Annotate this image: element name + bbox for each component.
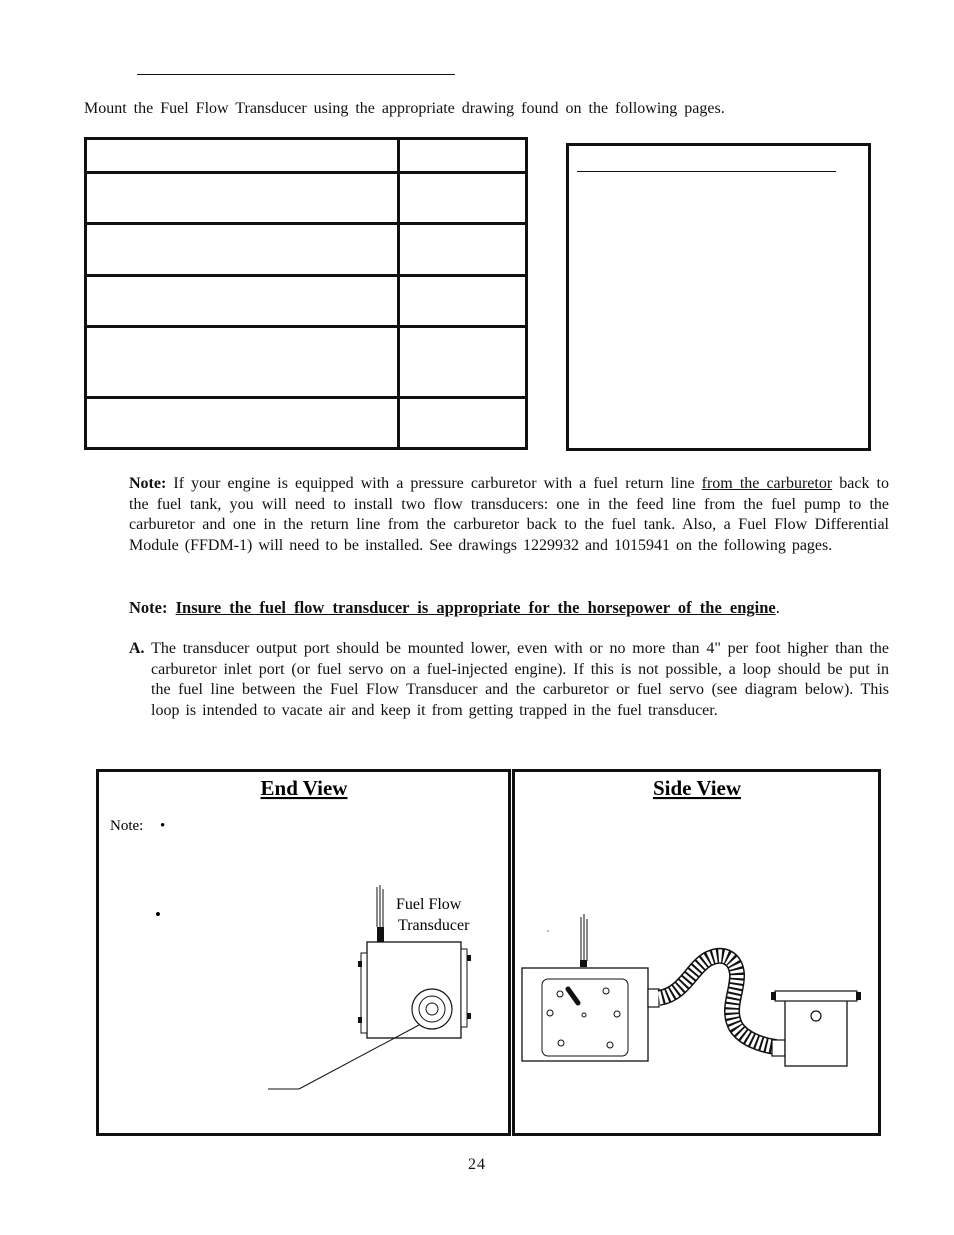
- note-pressure-carburetor: [129, 474, 889, 556]
- table-row: [86, 224, 527, 276]
- transducer-label-line2: Transducer: [398, 917, 470, 934]
- note-label: Note:: [129, 598, 168, 617]
- table-row: [86, 173, 527, 224]
- table-row: [86, 276, 527, 327]
- side-view-transducer: [522, 914, 861, 1066]
- note-horsepower: [129, 598, 889, 619]
- note-underlined-text: Insure the fuel flow transducer is appropriate for the horsepower of the engine: [175, 598, 776, 617]
- leader-line: [299, 1025, 419, 1089]
- outlet-fitting: [648, 989, 659, 1007]
- spec-table: [84, 137, 528, 450]
- outlet-port: [412, 989, 452, 1029]
- step-text: The transducer output port should be mounted lower, even with or no more than 4" per foot higher than the carburetor inlet port (or fuel servo on a fuel-injected engine). If this is not possible, a loop should be put in the fuel line between the Fuel Flow Transducer and the carburetor or fuel servo (see diagram below). This loop is intended to vacate air and keep it from getting trapped in the fuel transducer.: [144, 640, 889, 719]
- note-underlined-text: from the carburetor: [701, 475, 833, 492]
- side-view-title: Side View: [652, 776, 742, 800]
- side-view-frame: [514, 771, 880, 1135]
- transducer-label-line1: Fuel Flow: [396, 896, 462, 913]
- step-a: [129, 639, 889, 721]
- page-number: 24: [468, 1156, 486, 1173]
- table-row: [86, 327, 527, 398]
- inlet-fitting: [772, 1040, 785, 1056]
- table-row: [86, 398, 527, 449]
- end-view-transducer: [268, 885, 471, 1089]
- intro-text: Mount the Fuel Flow Transducer using the appropriate drawing found on the following pages.: [84, 100, 725, 117]
- note-label: Note:: [129, 475, 167, 492]
- mounting-figure: [96, 769, 882, 1136]
- section-heading-rule: [137, 74, 455, 75]
- figure-note-bullet: •: [160, 818, 166, 834]
- note-text-a: If your engine is equipped with a pressure carburetor with a fuel return line: [166, 475, 702, 492]
- figure-note-label: Note:: [110, 818, 144, 834]
- info-box: [566, 143, 871, 451]
- note-end: .: [775, 598, 780, 617]
- info-box-heading-rule: [577, 171, 836, 172]
- table-row: [86, 139, 527, 173]
- step-label: A.: [129, 640, 145, 657]
- carburetor: [785, 999, 847, 1066]
- note-text-b: back to the fuel tank, you will need to install two flow transducers: one in the feed line from the fuel pump to the carburetor and one in the return line from the carburetor back to the fuel tank. Also, a Fuel Flow Differential Module (FFDM-1) will need to be installed. See drawings 1229932 and 1015941 on the following pages.: [129, 475, 889, 554]
- figure-note-bullet-2: •: [155, 905, 161, 924]
- end-view-title: End View: [260, 776, 348, 800]
- fuel-line-loop: [659, 956, 776, 1047]
- transducer-body: [367, 942, 461, 1038]
